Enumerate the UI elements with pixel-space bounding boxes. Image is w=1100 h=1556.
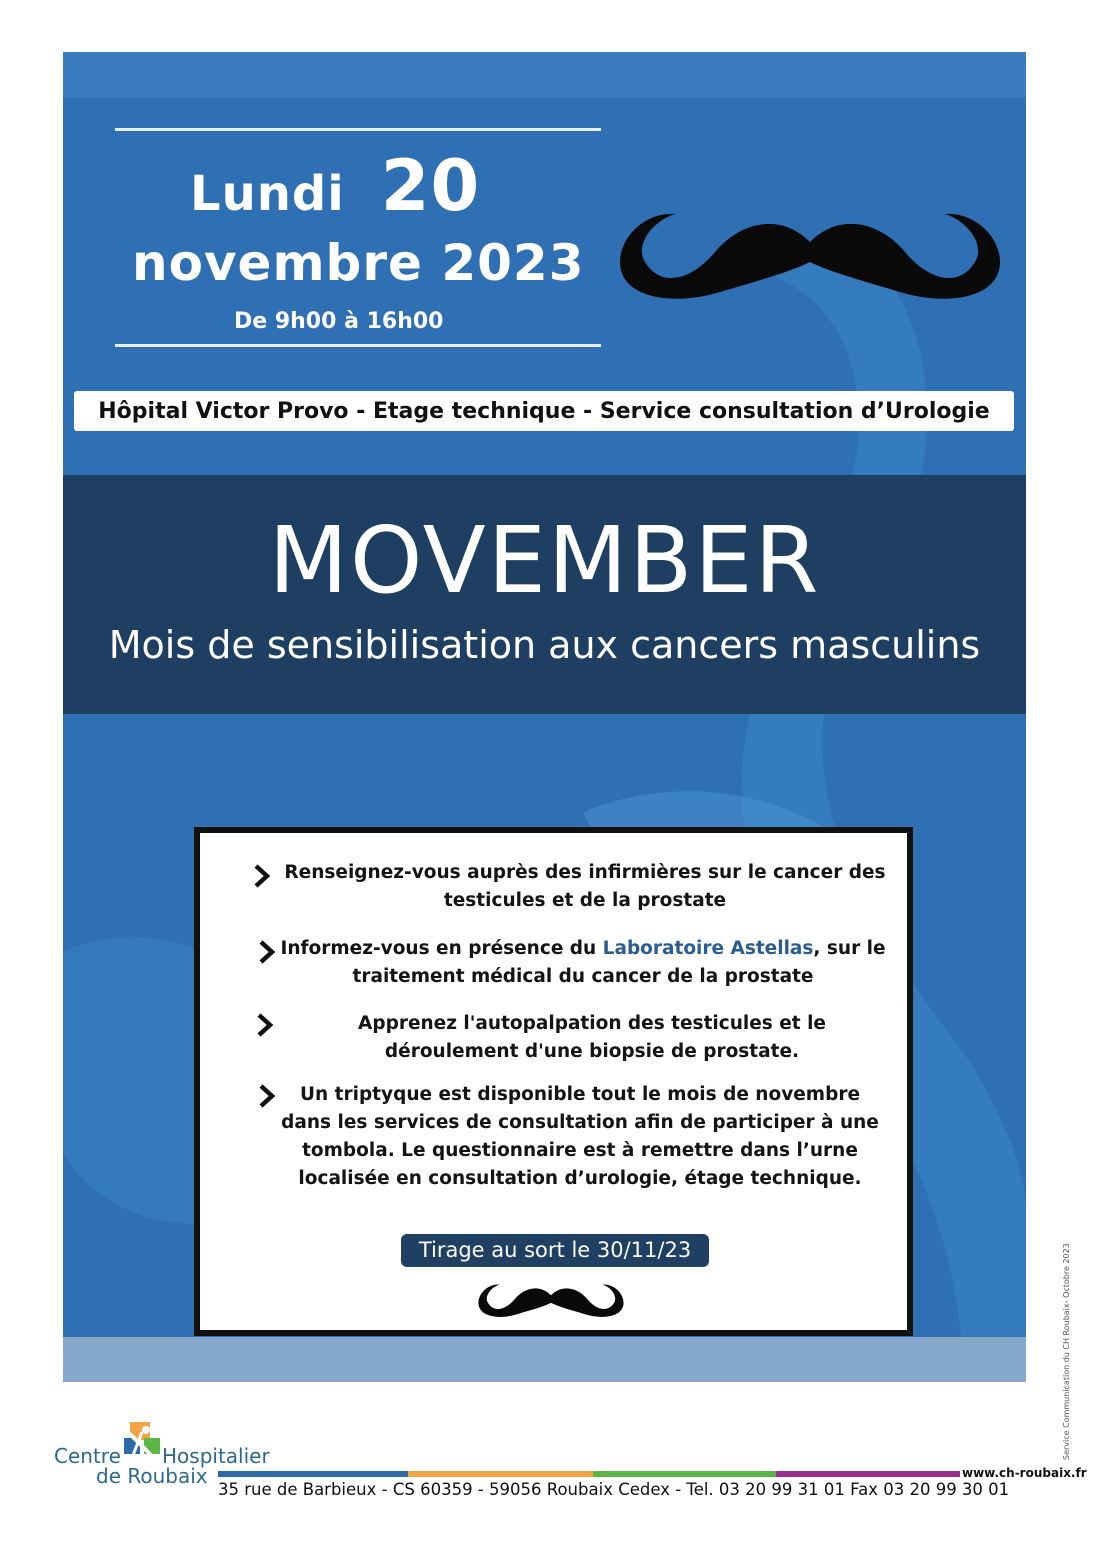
event-hours: De 9h00 à 16h00 — [234, 309, 444, 334]
mustache-icon — [620, 202, 1000, 312]
logo-word-centre: Centre — [54, 1444, 121, 1468]
event-day — [190, 145, 480, 227]
info-item-text: Renseignez-vous auprès des infirmières sur le cancer des testicules et de la prostate — [284, 862, 886, 911]
banner-title: MOVEMBER — [268, 507, 821, 614]
chevron-right-icon — [252, 863, 272, 889]
bottom-divider — [115, 344, 601, 347]
draw-date-badge: Tirage au sort le 30/11/23 — [401, 1234, 709, 1267]
top-divider — [115, 128, 601, 131]
logo-word-hospitalier: Hospitalier — [162, 1444, 270, 1468]
info-text-after: , sur le traitement médical du cancer de la prostate — [352, 938, 886, 987]
astellas-link[interactable]: Laboratoire Astellas — [602, 938, 814, 959]
footer-color-bar — [408, 1471, 593, 1477]
info-text-before: Informez-vous en présence du — [280, 938, 603, 959]
event-day-number: 20 — [380, 145, 481, 227]
mustache-icon — [478, 1280, 624, 1322]
footer-color-bar — [776, 1471, 960, 1477]
banner-subtitle: Mois de sensibilisation aux cancers masculins — [108, 623, 981, 667]
chevron-right-icon — [257, 939, 277, 965]
footer-color-bar — [593, 1471, 776, 1477]
hospital-logo-icon — [122, 1420, 162, 1462]
website-link[interactable]: www.ch-roubaix.fr — [962, 1466, 1087, 1480]
event-month-year: novembre 2023 — [132, 234, 585, 292]
info-item-text: Apprenez l'autopalpation des testicules et le déroulement d'une biopsie de prostate. — [358, 1013, 826, 1062]
footer-address: 35 rue de Barbieux - CS 60359 - 59056 Roubaix Cedex - Tel. 03 20 99 31 01 Fax 03 20 99 30 01 — [218, 1480, 1010, 1499]
logo-word-roubaix: de Roubaix — [96, 1464, 208, 1488]
info-item-text: Un triptyque est disponible tout le mois de novembre dans les services de consultation afin de participer à une tombola. Le questionnaire est à remettre dans l’urne localisée en consultation d’urologie, étage technique. — [281, 1084, 879, 1189]
event-day-name: Lundi — [190, 166, 345, 222]
footer-color-bar — [218, 1471, 408, 1477]
side-credit: Service Communication du CH Roubaix- Octobre 2023 — [1062, 1243, 1071, 1460]
location-label: Hôpital Victor Provo - Etage technique - Service consultation d’Urologie — [74, 391, 1014, 431]
chevron-right-icon — [257, 1083, 277, 1109]
movember-banner — [63, 475, 1026, 714]
chevron-right-icon — [255, 1012, 275, 1038]
poster-bottom-strip — [63, 1337, 1026, 1382]
info-item-text — [278, 935, 888, 991]
info-panel — [194, 827, 913, 1336]
